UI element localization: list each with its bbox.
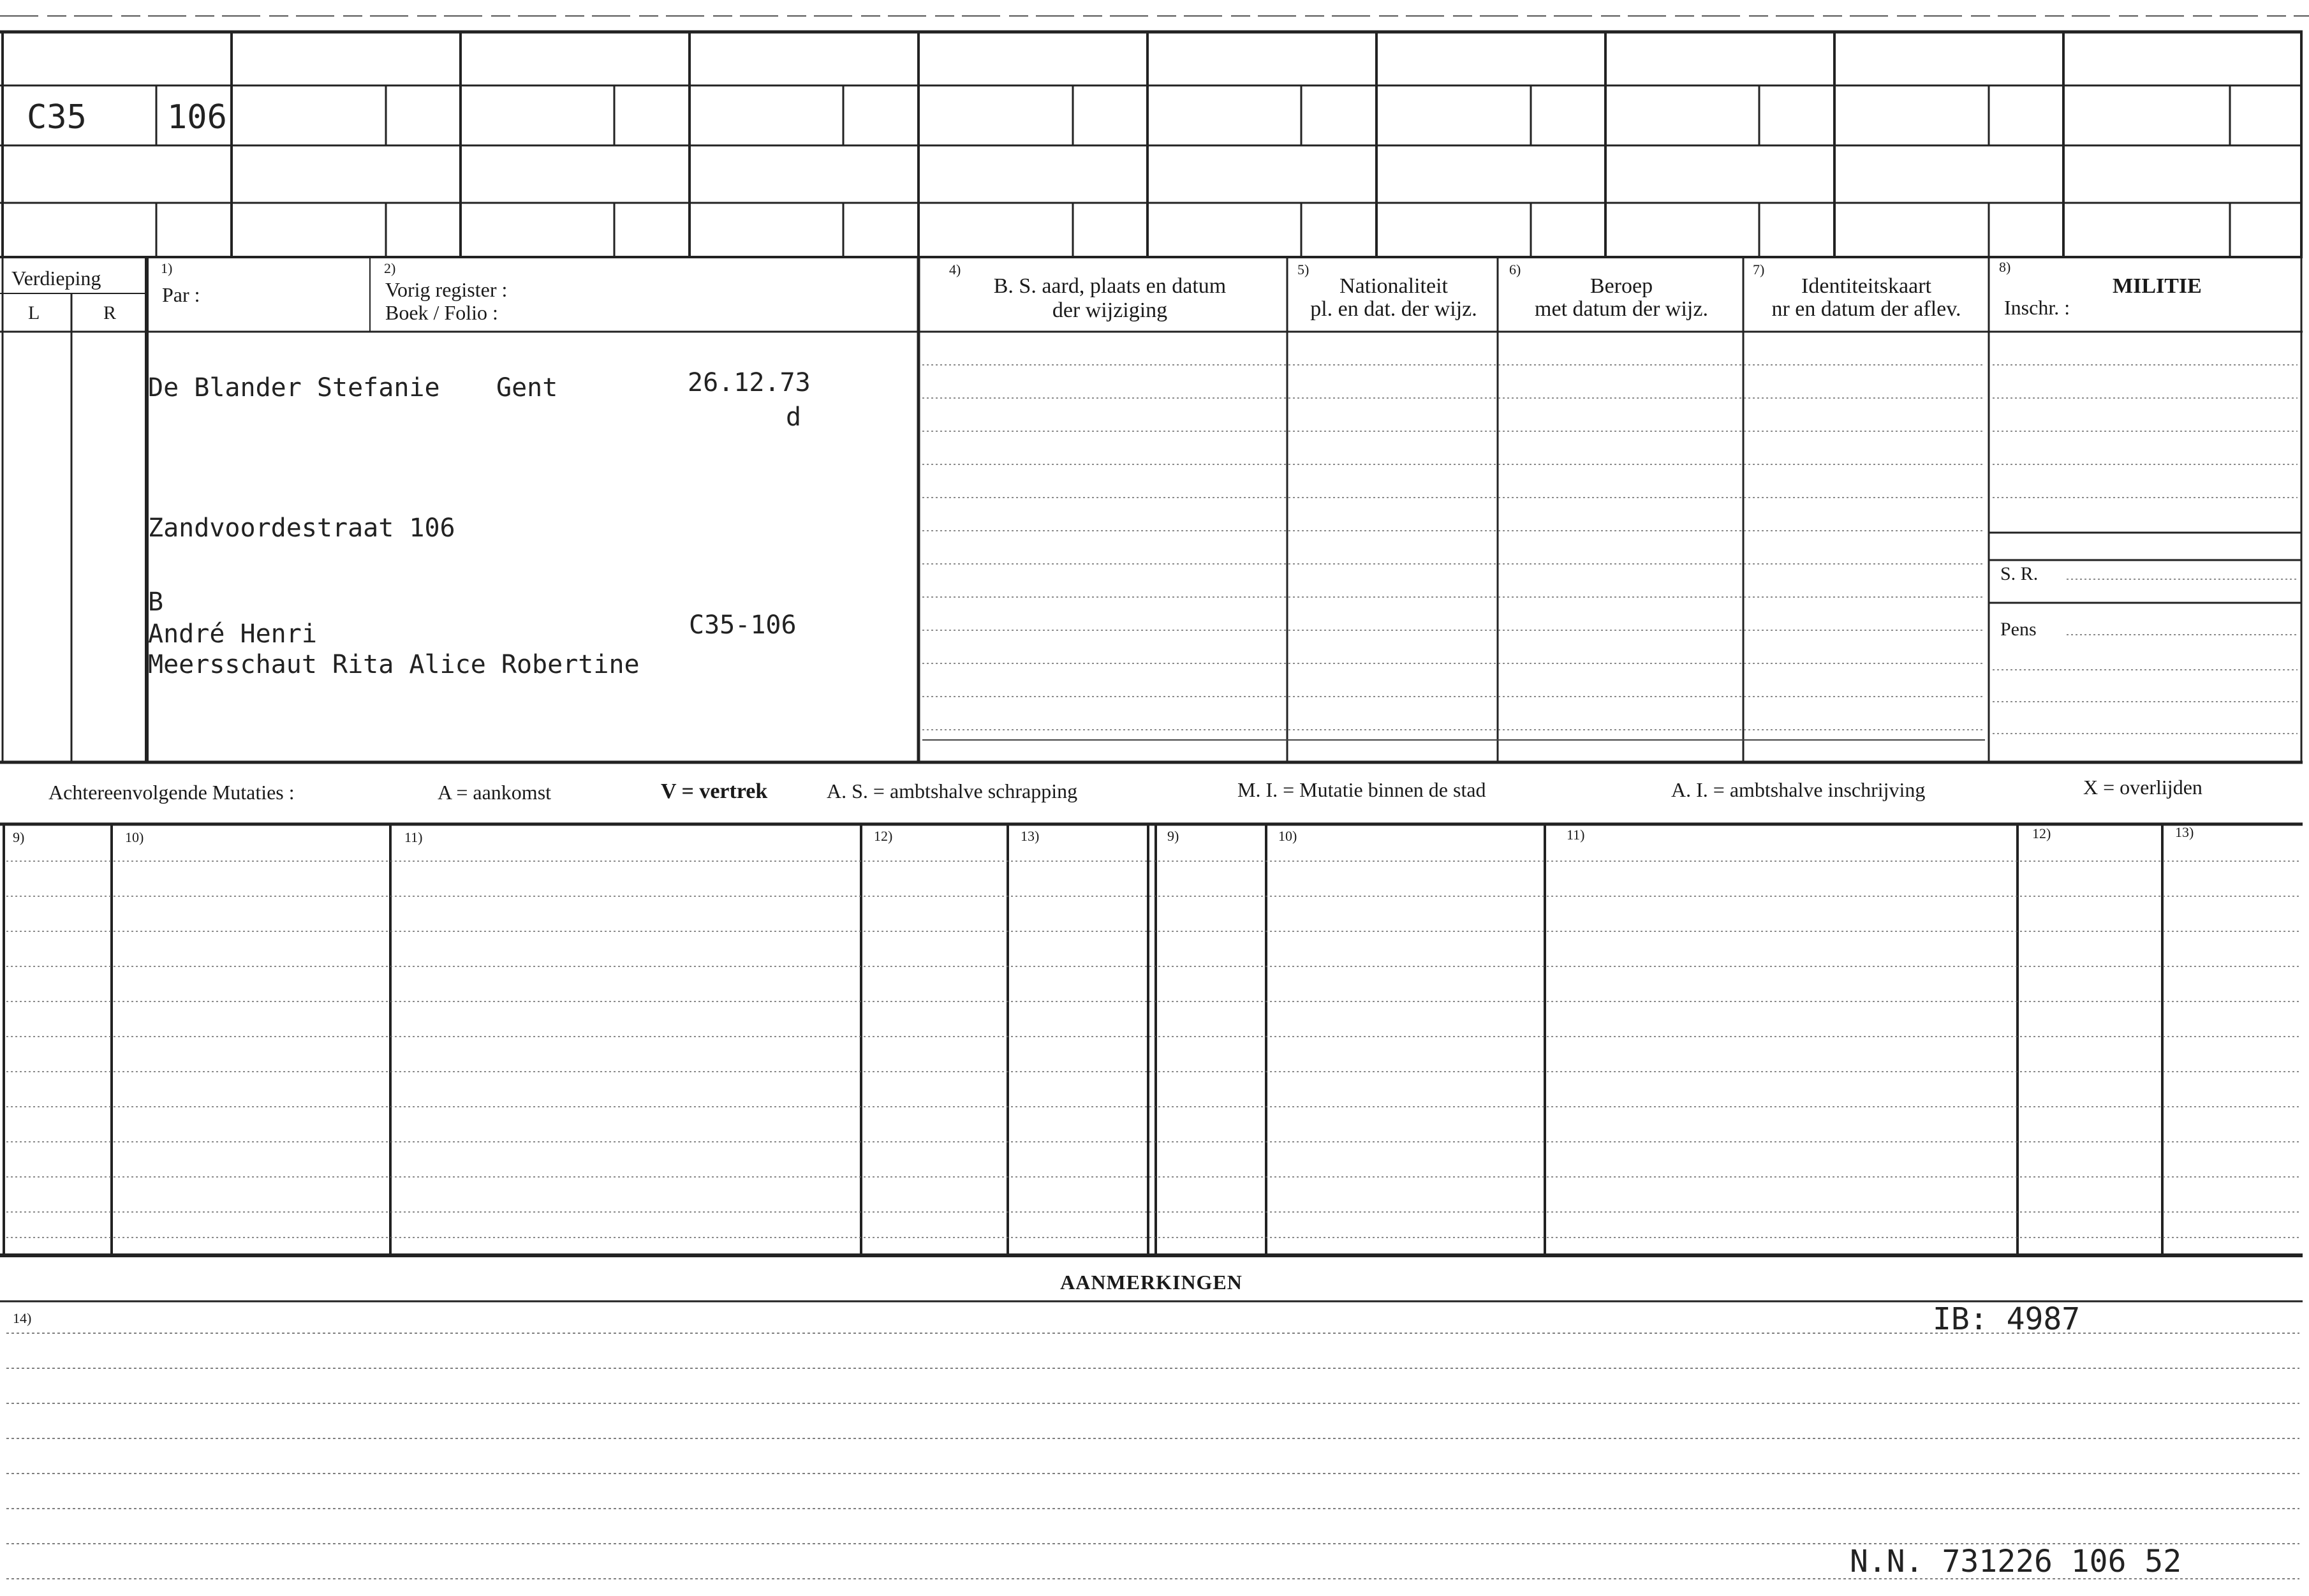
col1-label: Par : [162, 283, 200, 306]
mut-left-col10: 10) [125, 829, 144, 845]
person-birthdate: 26.12.73 [688, 368, 811, 397]
person-marker: B [148, 587, 164, 617]
col5-number: 5) [1297, 262, 1309, 277]
mut-left-col11: 11) [404, 829, 423, 845]
col6-label-2: met datum der wijz. [1535, 297, 1708, 321]
national-number: N.N. 731226 106 52 [1850, 1544, 2182, 1579]
legend-ambtshalve-inschrijving: A. I. = ambtshalve inschrijving [1671, 778, 1926, 801]
militie-pens: Pens [2000, 619, 2037, 640]
mut-right-col9: 9) [1167, 828, 1179, 844]
militie-sr: S. R. [2000, 563, 2039, 584]
person-mother: Meersschaut Rita Alice Robertine [148, 650, 640, 679]
legend-vertrek: V = vertrek [661, 780, 768, 803]
legend-mutatie-binnen-stad: M. I. = Mutatie binnen de stad [1237, 778, 1486, 801]
col5-label-1: Nationaliteit [1339, 274, 1448, 298]
mut-right-col10: 10) [1278, 828, 1297, 844]
col6-label-1: Beroep [1590, 274, 1653, 298]
mut-right-col12: 12) [2032, 825, 2051, 841]
mut-left-col13: 13) [1021, 828, 1040, 844]
mut-left-col12: 12) [874, 828, 893, 844]
mut-left-col9: 9) [13, 829, 25, 845]
col5-label-2: pl. en dat. der wijz. [1310, 297, 1477, 321]
col4-label-1: B. S. aard, plaats en datum [993, 274, 1227, 298]
col4-number: 4) [949, 262, 961, 277]
col1-number: 1) [161, 260, 173, 276]
ib-number: IB: 4987 [1933, 1301, 2081, 1337]
person-birthplace: Gent [496, 373, 558, 403]
person-father: André Henri [148, 619, 317, 649]
person-name: De Blander Stefanie [148, 373, 440, 403]
verdieping-right: R [103, 302, 117, 323]
col2-label-1: Vorig register : [385, 278, 508, 301]
col2-number: 2) [384, 260, 396, 276]
person-address: Zandvoordestraat 106 [148, 514, 455, 543]
person-sex: d [786, 403, 802, 432]
col7-label-1: Identiteitskaart [1801, 274, 1931, 298]
top-grid-value: 106 [167, 98, 227, 137]
aanmerkingen-number: 14) [13, 1310, 32, 1326]
mut-right-col11: 11) [1567, 827, 1585, 843]
person-ref: C35-106 [689, 610, 797, 640]
verdieping-left: L [28, 302, 40, 323]
legend-overlijden: X = overlijden [2083, 776, 2202, 799]
col2-label-2: Boek / Folio : [385, 301, 498, 324]
col4-label-2: der wijziging [1052, 299, 1168, 322]
top-grid-key: C35 [27, 98, 87, 137]
legend-aankomst: A = aankomst [438, 781, 552, 804]
legend-ambtshalve-schrapping: A. S. = ambtshalve schrapping [827, 780, 1078, 802]
militie-inschr: Inschr. : [2004, 296, 2070, 319]
mutaties-title: Achtereenvolgende Mutaties : [48, 781, 295, 804]
col6-number: 6) [1509, 262, 1521, 277]
aanmerkingen-title: AANMERKINGEN [1060, 1271, 1243, 1294]
verdieping-label: Verdieping [11, 267, 101, 290]
col7-label-2: nr en datum der aflev. [1771, 297, 1961, 321]
mut-right-col13: 13) [2175, 824, 2194, 840]
col8-number: 8) [1999, 259, 2011, 275]
militie-title: MILITIE [2113, 274, 2202, 298]
col7-number: 7) [1753, 262, 1765, 277]
